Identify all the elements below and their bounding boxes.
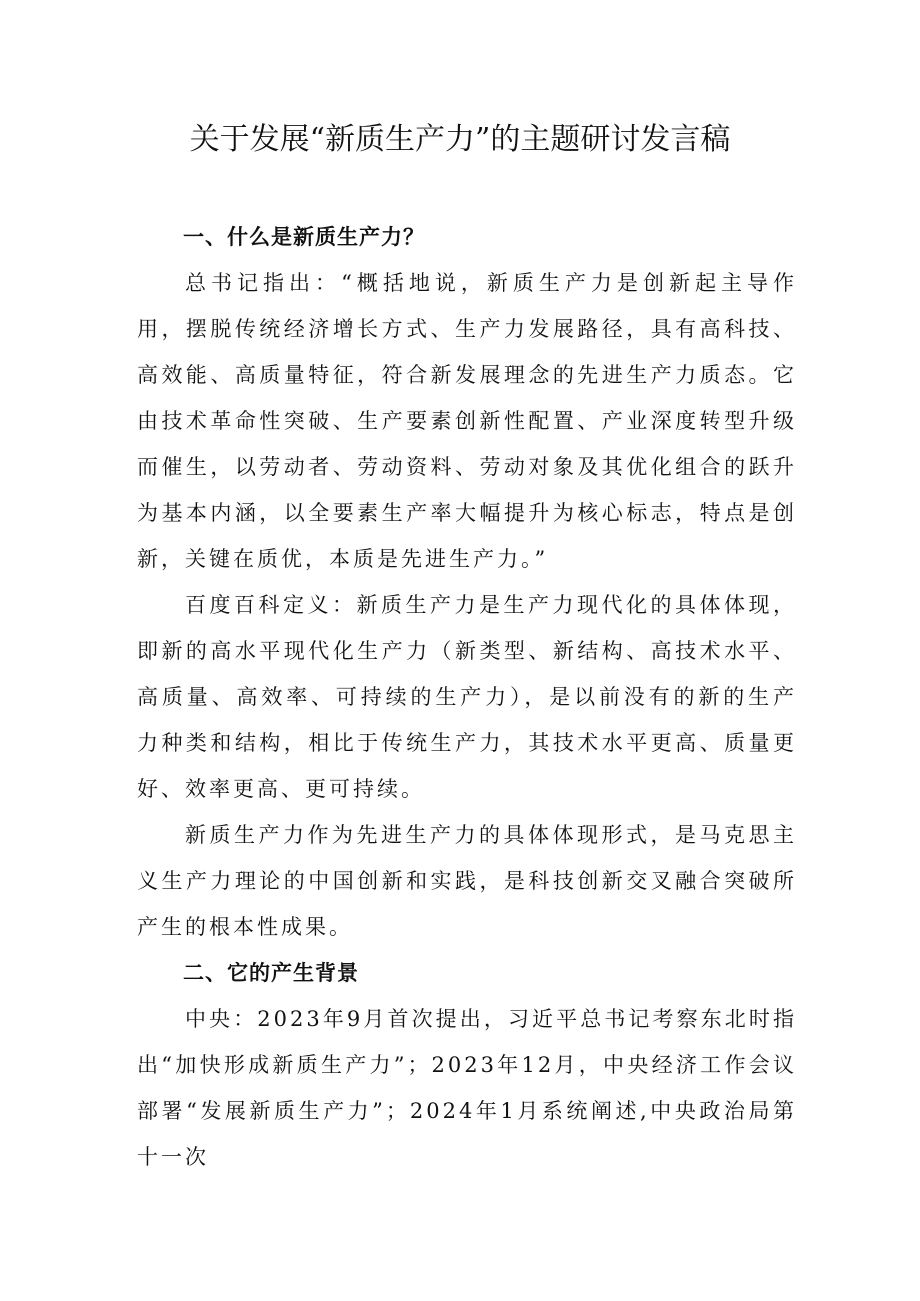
paragraph-xi-quote: 总书记指出：“概括地说，新质生产力是创新起主导作用，摆脱传统经济增长方式、生产力发展路径，具有高科技、高效能、高质量特征，符合新发展理念的先进生产力质态。它由技术革命性突破、生产要素创新性配置、产业深度转型升级而催生，以劳动者、劳动资料、劳动对象及其优化组合的跃升为基本内涵，以全要素生产率大幅提升为核心标志，特点是创新，关键在质优，本质是先进生产力。” [137,271,797,571]
section-heading-2: 二、它的产生背景 [183,961,359,985]
paragraph-marxist-theory: 新质生产力作为先进生产力的具体体现形式，是马克思主义生产力理论的中国创新和实践，是科技创新交叉融合突破所产生的根本性成果。 [137,823,797,939]
paragraph-baike-definition: 百度百科定义：新质生产力是生产力现代化的具体体现，即新的高水平现代化生产力（新类型、新结构、高技术水平、高质量、高效率、可持续的生产力），是以前没有的新的生产力种类和结构，相比于传统生产力，其技术水平更高、质量更好、效率更高、更可持续。 [137,593,797,801]
document-title: 关于发展“新质生产力”的主题研讨发言稿 [189,122,731,157]
paragraph-central-timeline: 中央：2023年9月首次提出，习近平总书记考察东北时指出“加快形成新质生产力”；2023年12月，中央经济工作会议部署“发展新质生产力”；2024年1月系统阐述,中央政治局第十一次 [137,1007,797,1169]
section-heading-1: 一、什么是新质生产力？ [183,225,425,249]
document-body [137,214,797,1180]
